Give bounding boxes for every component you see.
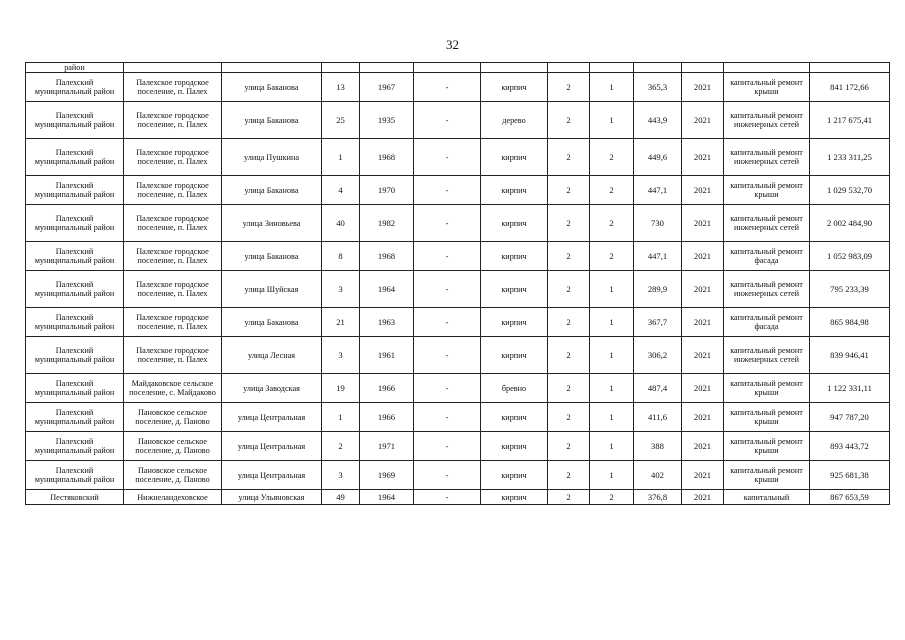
cell-district: район bbox=[26, 63, 124, 73]
cell-settlement: Пановское сельское поселение, д. Паново bbox=[124, 461, 222, 490]
cell-district: Пестяковский bbox=[26, 490, 124, 505]
cell-entrances: 1 bbox=[590, 102, 634, 139]
cell-settlement: Палехское городское поселение, п. Палех bbox=[124, 73, 222, 102]
table-row bbox=[26, 461, 890, 490]
cell-year: 1970 bbox=[360, 176, 414, 205]
table-row bbox=[26, 432, 890, 461]
cell-cost: 1 029 532,70 bbox=[810, 176, 890, 205]
table-row bbox=[26, 403, 890, 432]
cell-house: 4 bbox=[322, 176, 360, 205]
cell-district: Палехский муниципальный район bbox=[26, 271, 124, 308]
cell-street: улица Шуйская bbox=[222, 271, 322, 308]
cell-plan-year: 2021 bbox=[682, 432, 724, 461]
cell-settlement: Пановское сельское поселение, д. Паново bbox=[124, 432, 222, 461]
cell-cost: 1 217 675,41 bbox=[810, 102, 890, 139]
cell-house: 21 bbox=[322, 308, 360, 337]
cell-work: капитальный ремонт инженерных сетей bbox=[724, 102, 810, 139]
cell-work: капитальный ремонт фасада bbox=[724, 242, 810, 271]
cell-house: 40 bbox=[322, 205, 360, 242]
cell-house: 49 bbox=[322, 490, 360, 505]
cell-area: 411,6 bbox=[634, 403, 682, 432]
cell-work: капитальный ремонт крыши bbox=[724, 73, 810, 102]
cell-street: улица Пушкина bbox=[222, 139, 322, 176]
page-number: 32 bbox=[446, 37, 459, 52]
cell-street: улица Центральная bbox=[222, 461, 322, 490]
cell-work: капитальный ремонт фасада bbox=[724, 308, 810, 337]
cell-area: 306,2 bbox=[634, 337, 682, 374]
cell-dash: - bbox=[414, 242, 481, 271]
cell-area: 367,7 bbox=[634, 308, 682, 337]
cell-settlement: Палехское городское поселение, п. Палех bbox=[124, 308, 222, 337]
cell-dash: - bbox=[414, 176, 481, 205]
cell-plan-year: 2021 bbox=[682, 374, 724, 403]
cell-material: кирпич bbox=[481, 337, 548, 374]
cell-plan-year: 2021 bbox=[682, 102, 724, 139]
cell-material: кирпич bbox=[481, 205, 548, 242]
cell-floors: 2 bbox=[548, 271, 590, 308]
cell-year: 1966 bbox=[360, 374, 414, 403]
cell-entrances: 1 bbox=[590, 308, 634, 337]
cell-street: улица Ульяновская bbox=[222, 490, 322, 505]
cell-district: Палехский муниципальный район bbox=[26, 242, 124, 271]
cell-dash: - bbox=[414, 374, 481, 403]
cell-house: 1 bbox=[322, 403, 360, 432]
cell-entrances: 2 bbox=[590, 490, 634, 505]
housing-repair-table bbox=[25, 62, 890, 505]
table-row bbox=[26, 490, 890, 505]
cell-house: 25 bbox=[322, 102, 360, 139]
cell-floors: 2 bbox=[548, 205, 590, 242]
cell-material: кирпич bbox=[481, 432, 548, 461]
cell-cost: 839 946,41 bbox=[810, 337, 890, 374]
cell-cost: 795 233,39 bbox=[810, 271, 890, 308]
cell-district: Палехский муниципальный район bbox=[26, 461, 124, 490]
cell-work: капитальный ремонт крыши bbox=[724, 176, 810, 205]
cell-plan-year: 2021 bbox=[682, 490, 724, 505]
cell-year: 1935 bbox=[360, 102, 414, 139]
cell-dash: - bbox=[414, 432, 481, 461]
cell-floors: 2 bbox=[548, 461, 590, 490]
cell-floors: 2 bbox=[548, 432, 590, 461]
cell-settlement: Палехское городское поселение, п. Палех bbox=[124, 102, 222, 139]
cell-district: Палехский муниципальный район bbox=[26, 337, 124, 374]
cell-dash: - bbox=[414, 308, 481, 337]
table-row bbox=[26, 271, 890, 308]
table-row bbox=[26, 176, 890, 205]
cell-street: улица Бакановa bbox=[222, 176, 322, 205]
table-row bbox=[26, 205, 890, 242]
cell-year: 1971 bbox=[360, 432, 414, 461]
cell-district: Палехский муниципальный район bbox=[26, 308, 124, 337]
cell-year: 1968 bbox=[360, 242, 414, 271]
cell-cost: 1 122 331,11 bbox=[810, 374, 890, 403]
cell-settlement: Палехское городское поселение, п. Палех bbox=[124, 337, 222, 374]
cell-district: Палехский муниципальный район bbox=[26, 102, 124, 139]
cell-street: улица Бакановa bbox=[222, 102, 322, 139]
cell-floors: 2 bbox=[548, 374, 590, 403]
cell-house: 19 bbox=[322, 374, 360, 403]
cell-cost: 947 787,20 bbox=[810, 403, 890, 432]
cell-area: 487,4 bbox=[634, 374, 682, 403]
cell-settlement: Майдаковское сельское поселение, с. Майдаково bbox=[124, 374, 222, 403]
cell-floors: 2 bbox=[548, 490, 590, 505]
cell-material: кирпич bbox=[481, 403, 548, 432]
cell-cost: 841 172,66 bbox=[810, 73, 890, 102]
cell-year: 1963 bbox=[360, 308, 414, 337]
cell-cost: 1 052 983,09 bbox=[810, 242, 890, 271]
cell-area: 443,9 bbox=[634, 102, 682, 139]
cell-settlement: Палехское городское поселение, п. Палех bbox=[124, 271, 222, 308]
cell-street: улица Лесная bbox=[222, 337, 322, 374]
cell-plan-year: 2021 bbox=[682, 205, 724, 242]
cell-year: 1964 bbox=[360, 490, 414, 505]
cell-district: Палехский муниципальный район bbox=[26, 139, 124, 176]
cell-material: кирпич bbox=[481, 242, 548, 271]
cell-street: улица Заводская bbox=[222, 374, 322, 403]
cell-district: Палехский муниципальный район bbox=[26, 432, 124, 461]
cell-work: капитальный ремонт инженерных сетей bbox=[724, 337, 810, 374]
table-body bbox=[26, 63, 890, 505]
cell-plan-year: 2021 bbox=[682, 176, 724, 205]
cell-work: капитальный ремонт крыши bbox=[724, 461, 810, 490]
cell-area: 365,3 bbox=[634, 73, 682, 102]
cell-district: Палехский муниципальный район bbox=[26, 73, 124, 102]
cell-cost: 893 443,72 bbox=[810, 432, 890, 461]
table-row-continuation bbox=[26, 63, 890, 73]
cell-plan-year: 2021 bbox=[682, 403, 724, 432]
cell-year: 1969 bbox=[360, 461, 414, 490]
cell-material: кирпич bbox=[481, 176, 548, 205]
cell-area: 447,1 bbox=[634, 242, 682, 271]
table-row bbox=[26, 73, 890, 102]
cell-area: 402 bbox=[634, 461, 682, 490]
cell-material: бревно bbox=[481, 374, 548, 403]
cell-house: 13 bbox=[322, 73, 360, 102]
cell-cost: 925 681,38 bbox=[810, 461, 890, 490]
cell-floors: 2 bbox=[548, 139, 590, 176]
cell-area: 289,9 bbox=[634, 271, 682, 308]
cell-dash: - bbox=[414, 73, 481, 102]
cell-district: Палехский муниципальный район bbox=[26, 403, 124, 432]
cell-entrances: 2 bbox=[590, 205, 634, 242]
cell-house: 1 bbox=[322, 139, 360, 176]
cell-work: капитальный ремонт инженерных сетей bbox=[724, 139, 810, 176]
cell-year: 1967 bbox=[360, 73, 414, 102]
table-row bbox=[26, 308, 890, 337]
cell-material: кирпич bbox=[481, 271, 548, 308]
cell-material: кирпич bbox=[481, 490, 548, 505]
cell-plan-year: 2021 bbox=[682, 271, 724, 308]
table-row bbox=[26, 374, 890, 403]
cell-entrances: 1 bbox=[590, 73, 634, 102]
cell-year: 1968 bbox=[360, 139, 414, 176]
cell-floors: 2 bbox=[548, 176, 590, 205]
cell-floors: 2 bbox=[548, 102, 590, 139]
cell-floors: 2 bbox=[548, 308, 590, 337]
cell-plan-year: 2021 bbox=[682, 139, 724, 176]
cell-work: капитальный ремонт инженерных сетей bbox=[724, 205, 810, 242]
cell-dash: - bbox=[414, 102, 481, 139]
cell-plan-year: 2021 bbox=[682, 337, 724, 374]
cell-material: кирпич bbox=[481, 461, 548, 490]
cell-area: 447,1 bbox=[634, 176, 682, 205]
cell-settlement: Палехское городское поселение, п. Палех bbox=[124, 205, 222, 242]
cell-material: дерево bbox=[481, 102, 548, 139]
cell-district: Палехский муниципальный район bbox=[26, 176, 124, 205]
cell-street: улица Бакановa bbox=[222, 242, 322, 271]
cell-floors: 2 bbox=[548, 337, 590, 374]
cell-settlement: Палехское городское поселение, п. Палех bbox=[124, 139, 222, 176]
cell-plan-year: 2021 bbox=[682, 461, 724, 490]
cell-street: улица Бакановa bbox=[222, 73, 322, 102]
cell-dash: - bbox=[414, 461, 481, 490]
cell-plan-year: 2021 bbox=[682, 242, 724, 271]
cell-house: 8 bbox=[322, 242, 360, 271]
cell-entrances: 2 bbox=[590, 242, 634, 271]
cell-house: 3 bbox=[322, 337, 360, 374]
cell-entrances: 1 bbox=[590, 461, 634, 490]
cell-entrances: 2 bbox=[590, 139, 634, 176]
cell-settlement: Палехское городское поселение, п. Палех bbox=[124, 176, 222, 205]
cell-street: улица Центральная bbox=[222, 432, 322, 461]
table-row bbox=[26, 337, 890, 374]
cell-dash: - bbox=[414, 271, 481, 308]
cell-settlement: Палехское городское поселение, п. Палех bbox=[124, 242, 222, 271]
cell-dash: - bbox=[414, 337, 481, 374]
cell-entrances: 1 bbox=[590, 374, 634, 403]
cell-area: 376,8 bbox=[634, 490, 682, 505]
cell-settlement: Пановское сельское поселение, д. Паново bbox=[124, 403, 222, 432]
cell-street: улица Центральная bbox=[222, 403, 322, 432]
cell-dash: - bbox=[414, 403, 481, 432]
cell-street: улица Бакановa bbox=[222, 308, 322, 337]
cell-cost: 867 653,59 bbox=[810, 490, 890, 505]
cell-material: кирпич bbox=[481, 139, 548, 176]
cell-material: кирпич bbox=[481, 308, 548, 337]
cell-year: 1964 bbox=[360, 271, 414, 308]
cell-work: капитальный ремонт инженерных сетей bbox=[724, 271, 810, 308]
cell-work: капитальный ремонт крыши bbox=[724, 403, 810, 432]
cell-cost: 865 984,98 bbox=[810, 308, 890, 337]
cell-entrances: 1 bbox=[590, 432, 634, 461]
cell-area: 449,6 bbox=[634, 139, 682, 176]
cell-entrances: 1 bbox=[590, 271, 634, 308]
cell-settlement: Нижнеландеховское bbox=[124, 490, 222, 505]
cell-street: улица Зиновьева bbox=[222, 205, 322, 242]
cell-plan-year: 2021 bbox=[682, 308, 724, 337]
cell-entrances: 2 bbox=[590, 176, 634, 205]
cell-area: 388 bbox=[634, 432, 682, 461]
cell-floors: 2 bbox=[548, 403, 590, 432]
cell-floors: 2 bbox=[548, 73, 590, 102]
cell-dash: - bbox=[414, 205, 481, 242]
cell-entrances: 1 bbox=[590, 337, 634, 374]
cell-house: 2 bbox=[322, 432, 360, 461]
cell-district: Палехский муниципальный район bbox=[26, 205, 124, 242]
table-row bbox=[26, 139, 890, 176]
cell-plan-year: 2021 bbox=[682, 73, 724, 102]
cell-year: 1966 bbox=[360, 403, 414, 432]
cell-house: 3 bbox=[322, 461, 360, 490]
table-row bbox=[26, 102, 890, 139]
cell-cost: 2 002 484,90 bbox=[810, 205, 890, 242]
cell-floors: 2 bbox=[548, 242, 590, 271]
cell-district: Палехский муниципальный район bbox=[26, 374, 124, 403]
cell-cost: 1 233 311,25 bbox=[810, 139, 890, 176]
cell-year: 1982 bbox=[360, 205, 414, 242]
cell-house: 3 bbox=[322, 271, 360, 308]
cell-dash: - bbox=[414, 490, 481, 505]
cell-dash: - bbox=[414, 139, 481, 176]
table-row bbox=[26, 242, 890, 271]
cell-year: 1961 bbox=[360, 337, 414, 374]
cell-entrances: 1 bbox=[590, 403, 634, 432]
cell-work: капитальный ремонт крыши bbox=[724, 374, 810, 403]
cell-work: капитальный bbox=[724, 490, 810, 505]
cell-area: 730 bbox=[634, 205, 682, 242]
cell-material: кирпич bbox=[481, 73, 548, 102]
cell-work: капитальный ремонт крыши bbox=[724, 432, 810, 461]
